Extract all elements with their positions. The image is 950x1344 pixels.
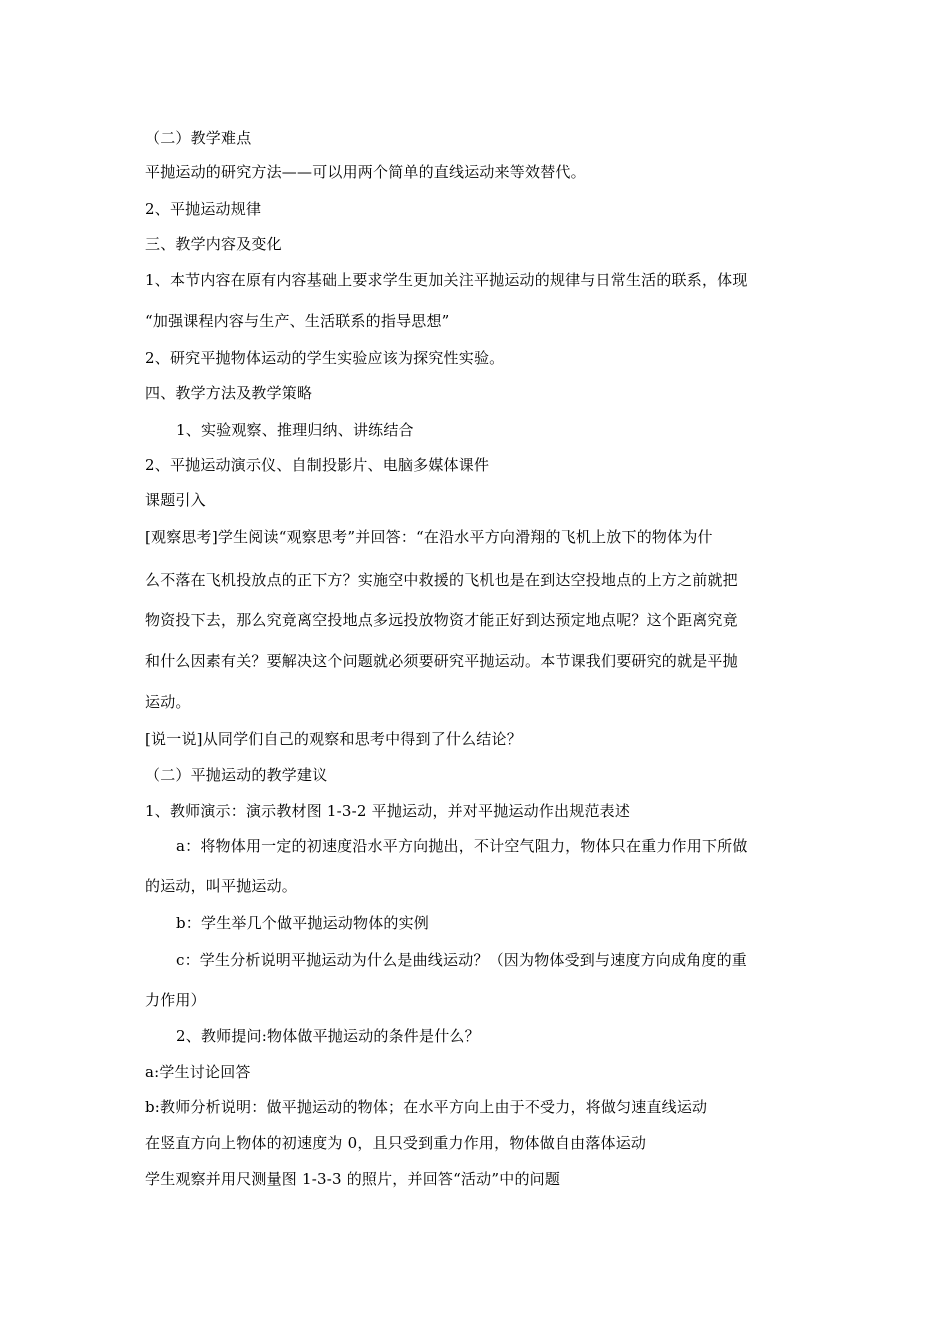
paragraph-line: “加强课程内容与生产、生活联系的指导思想” — [145, 312, 450, 330]
paragraph-line: c：学生分析说明平抛运动为什么是曲线运动？（因为物体受到与速度方向成角度的重 — [176, 951, 748, 969]
heading-teaching-difficulty: （二）教学难点 — [145, 129, 252, 147]
paragraph-line: a：将物体用一定的初速度沿水平方向抛出，不计空气阻力，物体只在重力作用下所做 — [176, 837, 748, 855]
paragraph-line: 么不落在飞机投放点的正下方？实施空中救援的飞机也是在到达空投地点的上方之前就把 — [145, 571, 738, 589]
paragraph-line: [说一说]从同学们自己的观察和思考中得到了什么结论？ — [145, 730, 522, 748]
paragraph-line: 平抛运动的研究方法——可以用两个简单的直线运动来等效替代。 — [145, 163, 586, 181]
paragraph-line: 2、平抛运动演示仪、自制投影片、电脑多媒体课件 — [145, 456, 490, 474]
paragraph-line: 2、平抛运动规律 — [145, 200, 262, 218]
heading-lesson-intro: 课题引入 — [145, 491, 206, 509]
paragraph-line: a:学生讨论回答 — [145, 1063, 251, 1081]
heading-teaching-suggestions: （二）平抛运动的教学建议 — [145, 766, 328, 784]
paragraph-line: 力作用） — [145, 991, 206, 1009]
paragraph-line: 的运动，叫平抛运动。 — [145, 877, 298, 895]
paragraph-line: 2、教师提问:物体做平抛运动的条件是什么？ — [176, 1027, 480, 1045]
paragraph-line: 运动。 — [145, 693, 191, 711]
paragraph-line: 学生观察并用尺测量图 1-3-3 的照片，并回答“活动”中的问题 — [145, 1170, 561, 1188]
paragraph-line: b：学生举几个做平抛运动物体的实例 — [176, 914, 430, 932]
paragraph-line: 1、教师演示：演示教材图 1-3-2 平抛运动，并对平抛运动作出规范表述 — [145, 802, 631, 820]
heading-teaching-methods: 四、教学方法及教学策略 — [145, 384, 313, 402]
paragraph-line: 1、实验观察、推理归纳、讲练结合 — [176, 421, 414, 439]
paragraph-line: [观察思考]学生阅读“观察思考”并回答：“在沿水平方向滑翔的飞机上放下的物体为什 — [145, 528, 713, 546]
heading-teaching-content: 三、教学内容及变化 — [145, 235, 282, 253]
paragraph-line: 1、本节内容在原有内容基础上要求学生更加关注平抛运动的规律与日常生活的联系，体现 — [145, 271, 748, 289]
paragraph-line: 物资投下去，那么究竟离空投地点多远投放物资才能正好到达预定地点呢？这个距离究竟 — [145, 611, 738, 629]
paragraph-line: 在竖直方向上物体的初速度为 0，且只受到重力作用，物体做自由落体运动 — [145, 1134, 647, 1152]
paragraph-line: b:教师分析说明：做平抛运动的物体；在水平方向上由于不受力，将做匀速直线运动 — [145, 1098, 708, 1116]
paragraph-line: 2、研究平抛物体运动的学生实验应该为探究性实验。 — [145, 349, 505, 367]
paragraph-line: 和什么因素有关？要解决这个问题就必须要研究平抛运动。本节课我们要研究的就是平抛 — [145, 652, 738, 670]
